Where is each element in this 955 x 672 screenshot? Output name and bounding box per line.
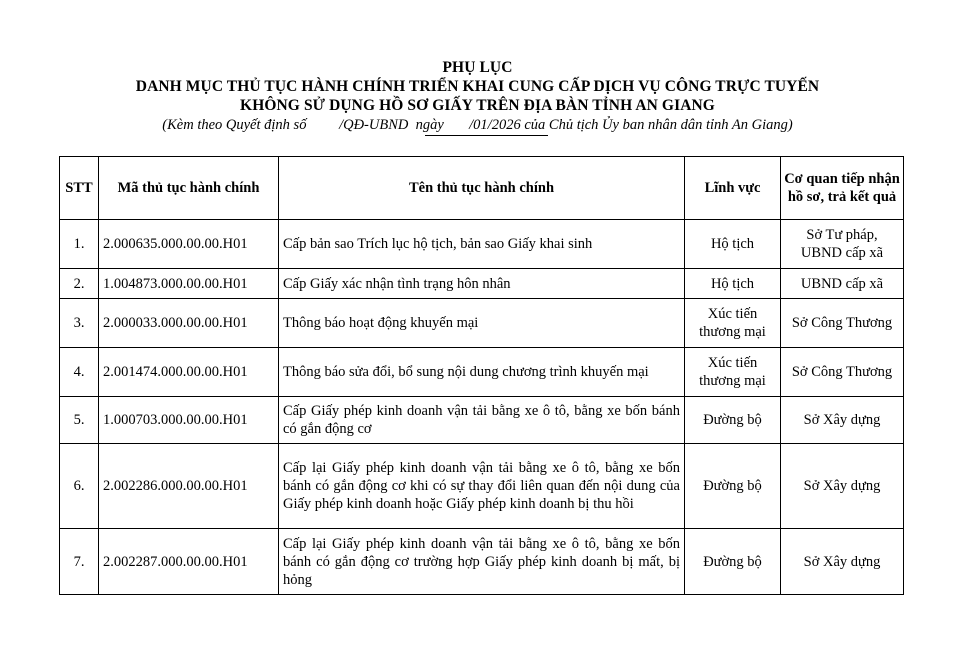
cell-code: 2.000635.000.00.00.H01 xyxy=(99,220,279,269)
cell-agency: Sở Xây dựng xyxy=(781,397,904,444)
cell-code: 1.000703.000.00.00.H01 xyxy=(99,397,279,444)
cell-stt: 2. xyxy=(60,269,99,299)
cell-agency: Sở Xây dựng xyxy=(781,444,904,529)
table-row xyxy=(60,444,904,529)
subtitle-underline xyxy=(425,135,548,136)
cell-agency: Sở Xây dựng xyxy=(781,529,904,595)
header-field: Lĩnh vực xyxy=(685,157,781,220)
cell-stt: 6. xyxy=(60,444,99,529)
cell-code: 2.002287.000.00.00.H01 xyxy=(99,529,279,595)
header-code: Mã thủ tục hành chính xyxy=(99,157,279,220)
appendix-title: PHỤ LỤC xyxy=(442,59,513,76)
cell-stt: 5. xyxy=(60,397,99,444)
cell-field: Đường bộ xyxy=(685,529,781,595)
header-stt: STT xyxy=(60,157,99,220)
decision-reference: (Kèm theo Quyết định số /QĐ-UBND ngày /01/2026 của Chủ tịch Ủy ban nhân dân tỉnh An Giang) xyxy=(162,117,793,133)
cell-field: Hộ tịch xyxy=(685,269,781,299)
cell-name: Cấp Giấy xác nhận tình trạng hôn nhân xyxy=(279,269,685,299)
cell-stt: 7. xyxy=(60,529,99,595)
cell-name: Cấp bản sao Trích lục hộ tịch, bản sao Giấy khai sinh xyxy=(279,220,685,269)
cell-stt: 1. xyxy=(60,220,99,269)
cell-agency: UBND cấp xã xyxy=(781,269,904,299)
cell-stt: 4. xyxy=(60,348,99,397)
document-header xyxy=(0,58,955,134)
cell-name: Cấp Giấy phép kinh doanh vận tải bằng xe ô tô, bằng xe bốn bánh có gắn động cơ xyxy=(279,397,685,444)
table-row xyxy=(60,269,904,299)
cell-field: Đường bộ xyxy=(685,397,781,444)
list-title-continued: KHÔNG SỬ DỤNG HỒ SƠ GIẤY TRÊN ĐỊA BÀN TỈNH AN GIANG xyxy=(240,97,715,114)
table-header-row xyxy=(60,157,904,220)
cell-name: Thông báo hoạt động khuyến mại xyxy=(279,299,685,348)
cell-name: Cấp lại Giấy phép kinh doanh vận tải bằng xe ô tô, bằng xe bốn bánh có gắn động cơ trường hợp Giấy phép kinh doanh bị mất, bị hỏng xyxy=(279,529,685,595)
table-row xyxy=(60,397,904,444)
cell-code: 2.001474.000.00.00.H01 xyxy=(99,348,279,397)
cell-field: Xúc tiến thương mại xyxy=(685,299,781,348)
cell-code: 2.000033.000.00.00.H01 xyxy=(99,299,279,348)
cell-code: 2.002286.000.00.00.H01 xyxy=(99,444,279,529)
procedures-table xyxy=(59,156,904,595)
list-title: DANH MỤC THỦ TỤC HÀNH CHÍNH TRIỂN KHAI CUNG CẤP DỊCH VỤ CÔNG TRỰC TUYẾN xyxy=(135,78,820,95)
cell-field: Hộ tịch xyxy=(685,220,781,269)
header-agency: Cơ quan tiếp nhận hồ sơ, trả kết quả xyxy=(781,157,904,220)
cell-agency: Sở Tư pháp, UBND cấp xã xyxy=(781,220,904,269)
table-row xyxy=(60,220,904,269)
table-row xyxy=(60,529,904,595)
cell-field: Đường bộ xyxy=(685,444,781,529)
cell-stt: 3. xyxy=(60,299,99,348)
cell-name: Thông báo sửa đổi, bổ sung nội dung chương trình khuyến mại xyxy=(279,348,685,397)
cell-code: 1.004873.000.00.00.H01 xyxy=(99,269,279,299)
table-row xyxy=(60,348,904,397)
cell-field: Xúc tiến thương mại xyxy=(685,348,781,397)
table-row xyxy=(60,299,904,348)
cell-name: Cấp lại Giấy phép kinh doanh vận tải bằng xe ô tô, bằng xe bốn bánh có gắn động cơ khi có sự thay đổi liên quan đến nội dung của Giấy phép kinh doanh hoặc Giấy phép kinh doanh bị thu hồi xyxy=(279,444,685,529)
cell-agency: Sở Công Thương xyxy=(781,348,904,397)
header-name: Tên thủ tục hành chính xyxy=(279,157,685,220)
cell-agency: Sở Công Thương xyxy=(781,299,904,348)
